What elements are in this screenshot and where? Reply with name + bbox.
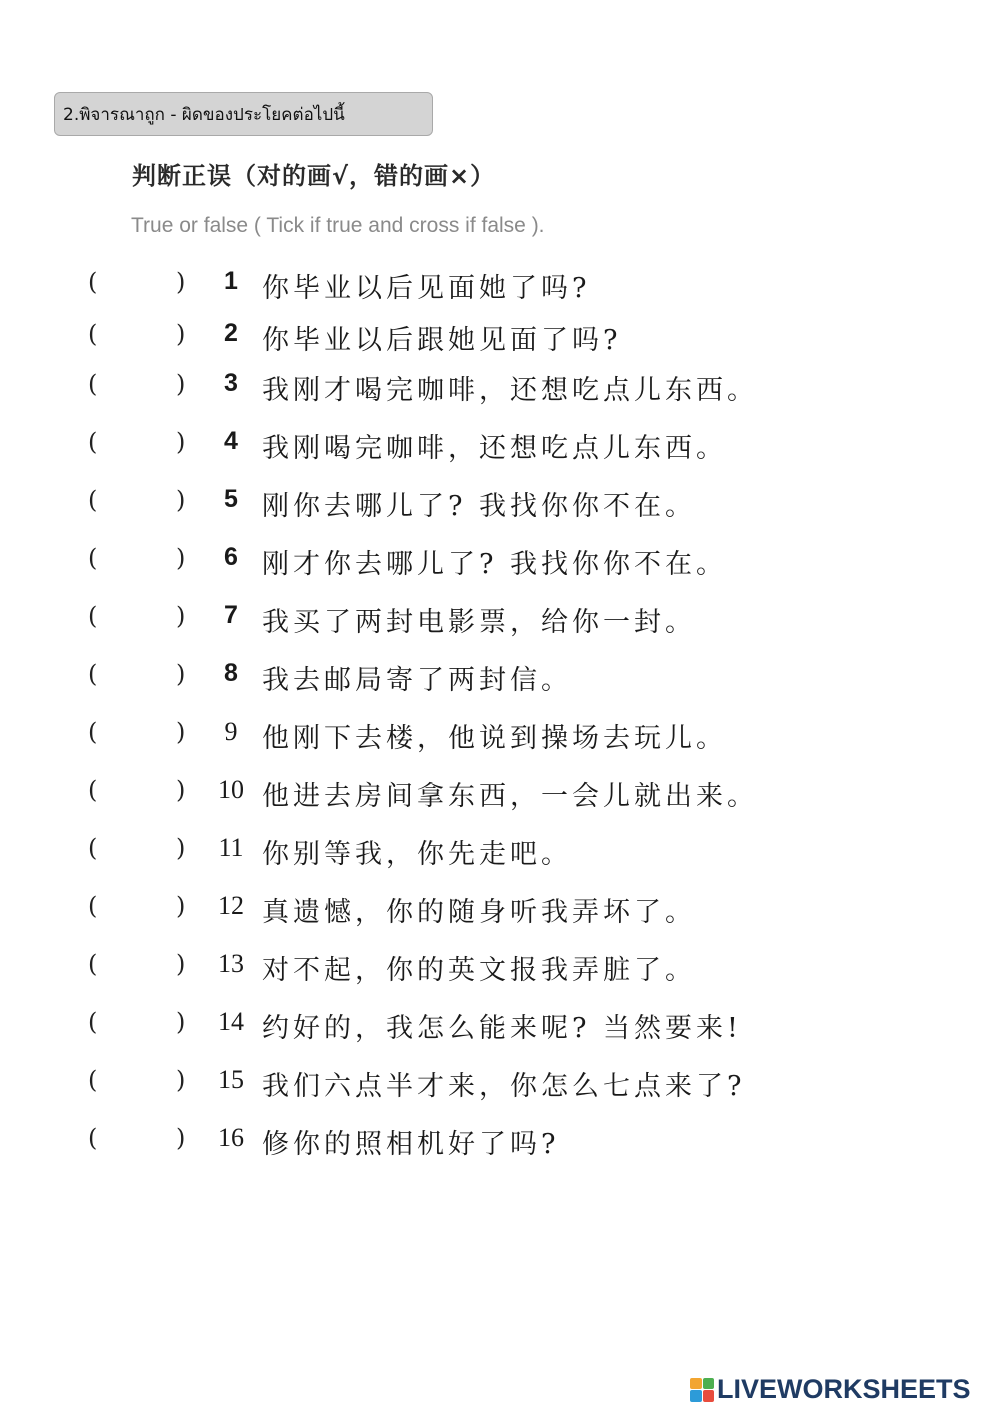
question-sentence: 刚你去哪儿了? 我找你你不在。 bbox=[262, 491, 697, 522]
answer-paren-open: ( bbox=[88, 1008, 98, 1036]
question-row bbox=[0, 534, 999, 590]
answer-paren-open: ( bbox=[88, 1066, 98, 1094]
question-number: 15 bbox=[218, 1065, 244, 1094]
answer-paren-close: ) bbox=[176, 486, 186, 514]
heading-english: True or false ( Tick if true and cross if false ). bbox=[131, 214, 545, 237]
answer-paren-close: ) bbox=[176, 834, 186, 862]
question-row bbox=[0, 1114, 999, 1170]
question-number: 14 bbox=[218, 1007, 244, 1036]
brand-watermark bbox=[690, 1374, 971, 1405]
question-sentence: 我刚喝完咖啡，还想吃点儿东西。 bbox=[262, 433, 727, 464]
question-number: 8 bbox=[224, 659, 238, 687]
question-row bbox=[0, 766, 999, 822]
brand-name: LIVEWORKSHEETS bbox=[717, 1374, 971, 1404]
answer-paren-close: ) bbox=[176, 544, 186, 572]
answer-paren-close: ) bbox=[176, 718, 186, 746]
answer-paren-open: ( bbox=[88, 370, 98, 398]
answer-paren-close: ) bbox=[176, 1124, 186, 1152]
question-sentence: 我去邮局寄了两封信。 bbox=[262, 665, 572, 696]
question-sentence: 约好的，我怎么能来呢? 当然要来! bbox=[262, 1013, 742, 1044]
question-row bbox=[0, 360, 999, 416]
question-row bbox=[0, 650, 999, 706]
answer-paren-open: ( bbox=[88, 776, 98, 804]
question-sentence: 刚才你去哪儿了? 我找你你不在。 bbox=[262, 549, 728, 580]
question-sentence: 他刚下去楼，他说到操场去玩儿。 bbox=[262, 723, 727, 754]
answer-paren-open: ( bbox=[88, 718, 98, 746]
answer-paren-close: ) bbox=[176, 950, 186, 978]
answer-paren-open: ( bbox=[88, 892, 98, 920]
question-number: 16 bbox=[218, 1123, 244, 1152]
question-number: 3 bbox=[224, 369, 238, 397]
question-number: 12 bbox=[218, 891, 244, 920]
question-row bbox=[0, 476, 999, 532]
question-row bbox=[0, 310, 999, 366]
question-sentence: 你毕业以后见面她了吗? bbox=[262, 273, 591, 304]
question-sentence: 真遗憾，你的随身听我弄坏了。 bbox=[262, 897, 696, 928]
answer-paren-close: ) bbox=[176, 370, 186, 398]
answer-paren-open: ( bbox=[88, 602, 98, 630]
answer-paren-close: ) bbox=[176, 776, 186, 804]
question-row bbox=[0, 258, 999, 314]
question-number: 5 bbox=[224, 485, 238, 513]
answer-paren-close: ) bbox=[176, 1066, 186, 1094]
answer-paren-open: ( bbox=[88, 428, 98, 456]
question-number: 9 bbox=[224, 717, 238, 746]
question-sentence: 他进去房间拿东西，一会儿就出来。 bbox=[262, 781, 758, 812]
answer-paren-open: ( bbox=[88, 1124, 98, 1152]
answer-paren-close: ) bbox=[176, 660, 186, 688]
question-row bbox=[0, 998, 999, 1054]
question-sentence: 你毕业以后跟她见面了吗? bbox=[262, 325, 622, 356]
question-number: 4 bbox=[224, 427, 238, 455]
instruction-label bbox=[54, 92, 433, 136]
question-sentence: 我刚才喝完咖啡，还想吃点儿东西。 bbox=[262, 375, 758, 406]
question-row bbox=[0, 708, 999, 764]
question-row bbox=[0, 940, 999, 996]
answer-paren-open: ( bbox=[88, 834, 98, 862]
answer-paren-close: ) bbox=[176, 1008, 186, 1036]
question-sentence: 我买了两封电影票，给你一封。 bbox=[262, 607, 696, 638]
question-number: 2 bbox=[224, 319, 238, 347]
question-sentence: 对不起，你的英文报我弄脏了。 bbox=[262, 955, 696, 986]
question-row bbox=[0, 418, 999, 474]
answer-paren-open: ( bbox=[88, 268, 98, 296]
answer-paren-close: ) bbox=[176, 268, 186, 296]
heading-chinese: 判断正误（对的画√，错的画×） bbox=[132, 162, 496, 190]
answer-paren-open: ( bbox=[88, 544, 98, 572]
question-number: 1 bbox=[224, 267, 238, 295]
question-sentence: 你别等我，你先走吧。 bbox=[262, 839, 572, 870]
answer-paren-close: ) bbox=[176, 892, 186, 920]
instruction-text: 2.พิจารณาถูก - ผิดของประโยคต่อไปนี้ bbox=[63, 104, 345, 125]
answer-paren-close: ) bbox=[176, 428, 186, 456]
question-sentence: 我们六点半才来，你怎么七点来了? bbox=[262, 1071, 746, 1102]
question-number: 11 bbox=[218, 833, 244, 862]
answer-paren-open: ( bbox=[88, 660, 98, 688]
question-number: 13 bbox=[218, 949, 244, 978]
question-row bbox=[0, 824, 999, 880]
question-number: 10 bbox=[218, 775, 244, 804]
question-row bbox=[0, 882, 999, 938]
question-sentence: 修你的照相机好了吗? bbox=[262, 1129, 560, 1160]
answer-paren-close: ) bbox=[176, 602, 186, 630]
question-row bbox=[0, 592, 999, 648]
question-number: 7 bbox=[224, 601, 238, 629]
question-row bbox=[0, 1056, 999, 1112]
answer-paren-open: ( bbox=[88, 486, 98, 514]
question-number: 6 bbox=[224, 543, 238, 571]
answer-paren-open: ( bbox=[88, 950, 98, 978]
liveworksheets-logo-icon bbox=[690, 1378, 714, 1402]
answer-paren-close: ) bbox=[176, 320, 186, 348]
answer-paren-open: ( bbox=[88, 320, 98, 348]
